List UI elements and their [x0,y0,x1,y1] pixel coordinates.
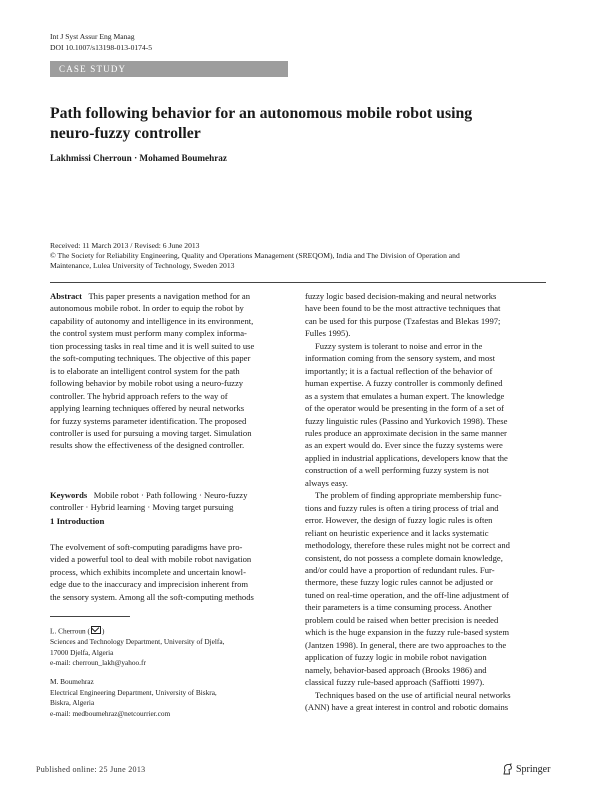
author-name: L. Cherroun [50,626,86,636]
affiliation-1: L. Cherroun ( ) Sciences and Technology Department, University of Djelfa, 17000 Djelfa, Algeria e-mail: cherroun_lakh@yahoo.fr [50,626,288,669]
body-line: application of fuzzy logic in mobile robot navigation [305,652,487,663]
keywords-label: Keywords [50,490,88,500]
publisher-logo [502,763,550,775]
body-line: human expertise. A fuzzy controller is commonly defined [305,378,503,389]
keywords-line: controller · Hybrid learning · Moving target pursuing [50,502,234,513]
body-line: tions and fuzzy rules is often a tiring process of trial and [305,502,499,513]
intro-line: the sensory system. Among all the soft-computing methods [50,591,254,602]
keywords [50,489,288,514]
right-column [305,290,543,713]
body-line: can be used for this purpose (Tzafestas and Blekas 1997; [305,315,501,326]
body-line: Fuzzy system is tolerant to noise and error in the [315,340,483,351]
body-line: fuzzy logic based decision-making and neural networks [305,291,497,301]
body-line: which is the huge expansion in the fuzzy rule-based system [305,627,510,638]
intro-line: vided a powerful tool to deal with mobile robot navigation [50,554,252,565]
authors: Lakhmissi Cherroun · Mohamed Boumehraz [50,153,227,163]
abstract-line: capability of autonomy and intelligence in its environment, [50,315,254,326]
affiliation-2 [50,677,288,719]
springer-horse-icon [502,763,513,775]
body-line: thermore, these fuzzy logic rules cannot be adjusted or [305,577,493,588]
abstract-label: Abstract [50,291,82,301]
body-line: The problem of finding appropriate membership func- [315,490,502,501]
affiliation-line: Sciences and Technology Department, University of Djelfa, [50,637,225,646]
author-name: M. Boumehraz [50,677,94,686]
envelope-icon [91,626,101,634]
abstract-line: This paper presents a navigation method for an [88,291,250,301]
affiliation-line: Electrical Engineering Department, University of Biskra, [50,687,217,697]
body-line: (ANN) have a great interest in control and robotic domains [305,701,509,712]
body-line: applied in industrial applications, developers know that the [305,452,508,463]
body-line: fuzzy linguistic rules (Passino and Yurkovich 1998). These [305,415,508,426]
divider [50,282,546,283]
body-line: as a system that emulates a human expert. The knowledge [305,390,505,401]
published-online: Published online: 25 June 2013 [36,765,146,774]
article-type-band: CASE STUDY [50,61,288,77]
body-line: problem could be raised when better precision is needed [305,614,499,625]
paper-title [50,104,550,143]
intro-line: The evolvement of soft-computing paradigms have pro- [50,542,243,552]
section-heading-introduction: 1 Introduction [50,516,105,526]
intro-line: edge due to the inaccuracy and imprecision inherent from [50,579,249,590]
body-line: namely, behavior-based approach (Brooks 1986) and [305,664,487,675]
body-line: reliant on heuristic experience and it lacks systematic [305,527,489,538]
abstract-line: results show the effectiveness of the designed controller. [50,440,245,451]
introduction-text [50,541,288,603]
affiliation-line: Biskra, Algeria [50,698,95,707]
intro-line: process, which exhibits incomplete and uncertain knowl- [50,566,246,577]
body-line: have been found to be the most attractive techniques that [305,303,501,314]
body-line: Techniques based on the use of artificial neural networks [315,689,511,700]
affiliation-line: 17000 Djelfa, Algeria [50,647,114,657]
copyright-line: Maintenance, Lulea University of Technology, Sweden 2013 [50,261,235,271]
abstract-line: for fuzzy systems parameter identification. The proposed [50,415,247,426]
abstract-line: the control system must perform many complex informa- [50,328,247,339]
body-line: importantly; it is a factual reflection of the behavior of [305,365,493,376]
body-line: their parameters is a time consuming process. Another [305,602,492,613]
body-line: methodology, therefore these rules might not be correct and [305,540,510,551]
abstract-line: the soft-computing techniques. The objective of this paper [50,353,251,364]
abstract-line: autonomous mobile robot. In order to equip the robot by [50,303,244,314]
article-history [50,241,550,272]
body-line: consistent, do not possess a complete domain knowledge, [305,552,503,563]
body-line: always easy. [305,477,348,488]
abstract-line: is to elaborate an intelligent control system for the path [50,365,240,376]
body-line: tuned on real-time operation, and the off-line adjustment of [305,589,509,600]
abstract-line: following behavior by mobile robot using a neuro-fuzzy [50,378,244,389]
body-line: of the operator would be presenting in the form of a set of [305,403,505,414]
doi: DOI 10.1007/s13198-013-0174-5 [50,43,153,52]
received-revised: Received: 11 March 2013 / Revised: 6 June 2013 [50,241,200,250]
title-line: neuro-fuzzy controller [50,124,201,142]
affiliation-email: e-mail: medboumehraz@netcourrier.com [50,708,171,718]
body-line: Fulles 1995). [305,328,351,339]
affiliation-email: e-mail: cherroun_lakh@yahoo.fr [50,658,146,667]
body-line: construction of a well performing fuzzy system is not [305,465,489,476]
abstract-line: controller. The hybrid approach refers to the way of [50,390,228,401]
body-line: as an expert would do. Ever since the fuzzy systems were [305,440,503,451]
abstract-line: tion processing tasks in real time and it is well suited to use [50,340,255,351]
abstract-line: applying learning techniques offered by neural networks [50,403,245,414]
journal-header [50,31,152,53]
abstract-line: controller is used for pursuing a moving target. Simulation [50,427,252,438]
abstract [50,290,288,452]
body-line: error. However, the design of fuzzy logic rules is often [305,515,493,526]
publisher-name: Springer [516,763,551,775]
title-line: Path following behavior for an autonomous mobile robot using [50,105,473,122]
body-line: and/or could have a proportion of redundant rules. Fur- [305,564,495,575]
keywords-line: Mobile robot · Path following · Neuro-fuzzy [93,490,248,500]
body-line: classical fuzzy rule-based approach (Saffiotti 1997). [305,677,485,688]
body-line: rules produce an approximate decision in the same manner [305,427,507,438]
copyright-line: © The Society for Reliability Engineering, Quality and Operations Management (SREQOM), India and The Division of Operation and [50,251,460,261]
body-line: information coming from the sensory system, and most [305,353,495,364]
footnote-divider [50,616,130,617]
journal-name: Int J Syst Assur Eng Manag [50,32,135,41]
body-line: (Jantzen 1998). In general, there are two approaches to the [305,639,507,650]
